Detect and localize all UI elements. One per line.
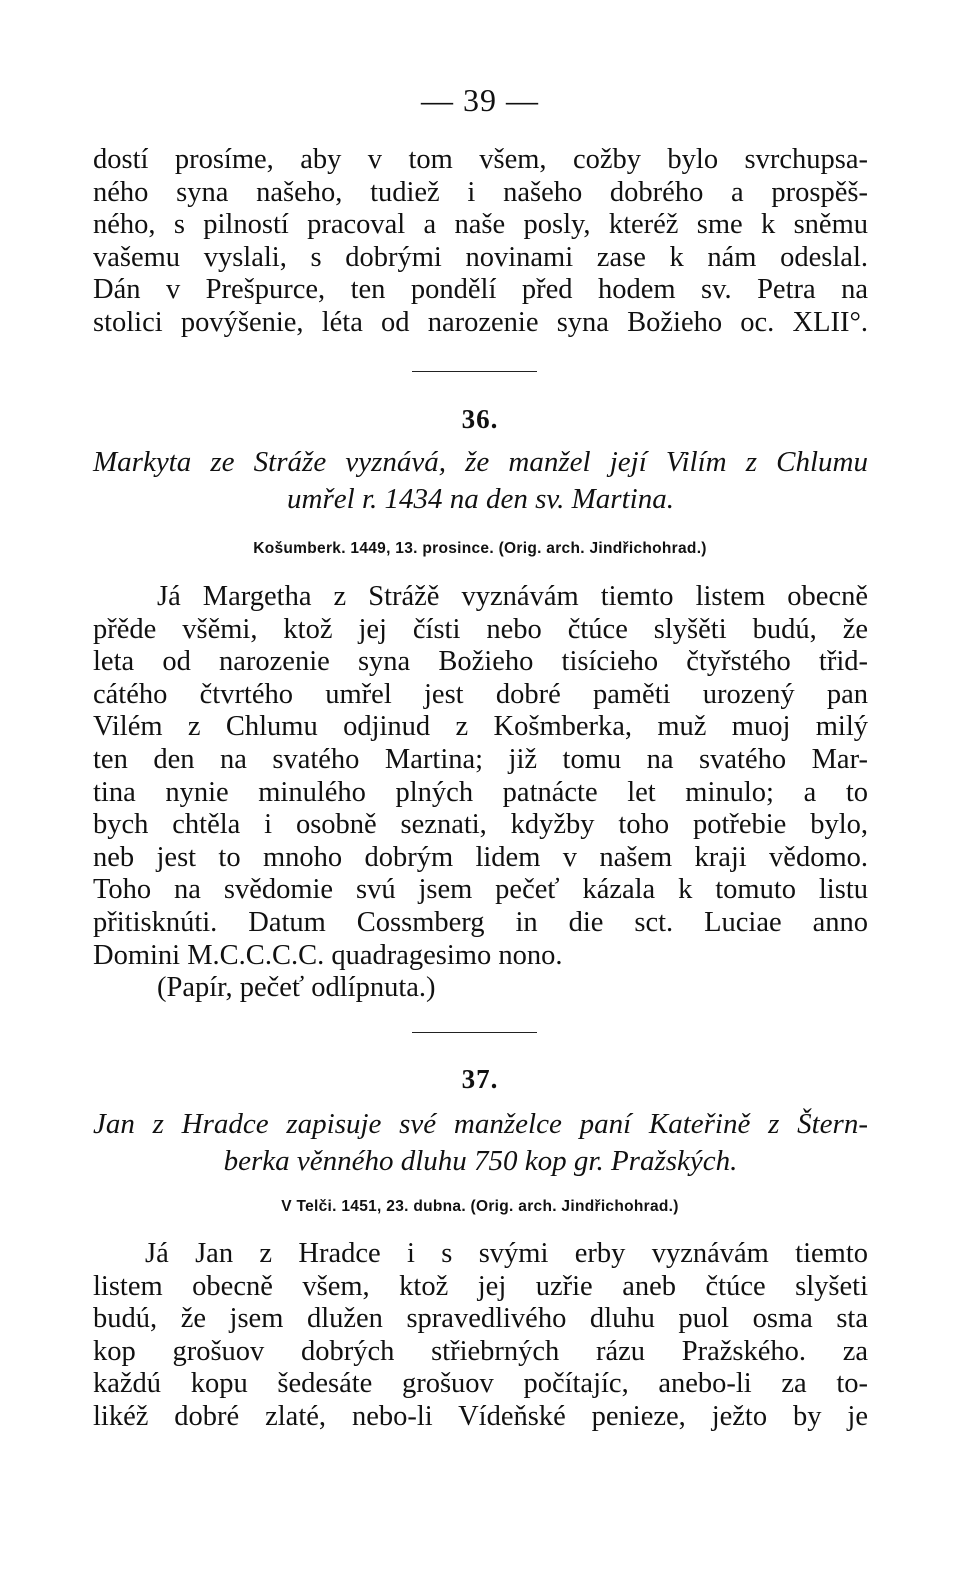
section-body xyxy=(93,581,868,1005)
text-line: přitisknúti. Datum Cossmberg in die sct. Luciae anno xyxy=(93,906,868,938)
text-line: ného, s pilností pracoval a naše posly, kteréž sme k sněmu xyxy=(93,209,868,241)
section-divider xyxy=(412,1032,537,1033)
section-number: 36. xyxy=(461,404,499,434)
text-line: budú, že jsem dlužen spravedlivého dluhu puol osma sta xyxy=(93,1303,868,1335)
heading-line: Jan z Hradce zapisuje své manželce paní Kateřině z Štern- xyxy=(93,1108,868,1140)
text-line: každú kopu šedesáte grošuov počítajíc, anebo-li za to- xyxy=(93,1368,868,1400)
text-line: ného syna našeho, tudiež i našeho dobrého a prospěš- xyxy=(93,176,868,208)
heading-line: berka věnného dluhu 750 kop gr. Pražských. xyxy=(223,1145,738,1177)
intro-paragraph xyxy=(93,144,868,340)
page-number: — 39 — xyxy=(421,82,539,118)
text-line: Vilém z Chlumu odjinud z Košmberka, muž muoj milý xyxy=(93,711,868,743)
text-line: cátého čtvrtého umřel jest dobré paměti urozený pan xyxy=(93,678,868,710)
text-line: vašemu vyslali, s dobrými novinami zase k nám odeslal. xyxy=(93,241,868,273)
text-line: Já Margetha z Strážě vyznávám tiemto listem obecně xyxy=(157,581,868,612)
source-citation: Košumberk. 1449, 13. prosince. (Orig. arch. Jindřichohrad.) xyxy=(253,540,707,557)
heading-line: Markyta ze Stráže vyznává, že manžel její Vilím z Chlumu xyxy=(93,446,868,478)
text-line: tina nynie minulého plných patnácte let minulo; a to xyxy=(93,776,868,808)
text-line: ten den na svatého Martina; již tomu na svatého Mar- xyxy=(93,743,868,775)
heading-line: umřel r. 1434 na den sv. Martina. xyxy=(287,483,674,515)
text-line: likéž dobré zlaté, nebo-li Vídeňské penieze, ježto by je xyxy=(93,1400,868,1432)
text-line: stolici povýšenie, léta od narozenie syna Božieho oc. XLII°. xyxy=(93,306,868,338)
section-heading xyxy=(93,444,868,518)
section-divider xyxy=(412,371,537,372)
text-line: Dán v Prešpurce, ten pondělí před hodem sv. Petra na xyxy=(93,274,868,306)
text-line: kop grošuov dobrých střiebrných rázu Pražského. za xyxy=(93,1335,868,1367)
text-line: Domini M.C.C.C.C. quadragesimo nono. xyxy=(93,939,563,971)
text-line: dostí prosíme, aby v tom všem, cožby bylo svrchupsa- xyxy=(93,144,868,175)
text-line: leta od narozenie syna Božieho tisícieho čtyřstého třid- xyxy=(93,646,868,678)
section-heading xyxy=(93,1106,868,1180)
section-body xyxy=(93,1238,868,1434)
text-line: přěde všěmi, ktož jej čísti nebo čtúce slyšěti budú, že xyxy=(93,613,868,645)
text-line: Já Jan z Hradce i s svými erby vyznávám tiemto xyxy=(145,1238,868,1269)
text-line: neb jest to mnoho dobrým lidem v našem kraji vědomo. xyxy=(93,841,868,873)
text-line: bych chtěla i osobně seznati, kdyžby toho potřebie bylo, xyxy=(93,809,868,841)
document-note: (Papír, pečeť odlípnuta.) xyxy=(157,972,436,1004)
section-number: 37. xyxy=(461,1064,499,1094)
source-citation: V Telči. 1451, 23. dubna. (Orig. arch. Jindřichohrad.) xyxy=(281,1198,679,1215)
text-line: listem obecně všem, ktož jej uzřie aneb čtúce slyšeti xyxy=(93,1270,868,1302)
text-line: Toho na svědomie svú jsem pečeť kázala k tomuto listu xyxy=(93,874,868,906)
